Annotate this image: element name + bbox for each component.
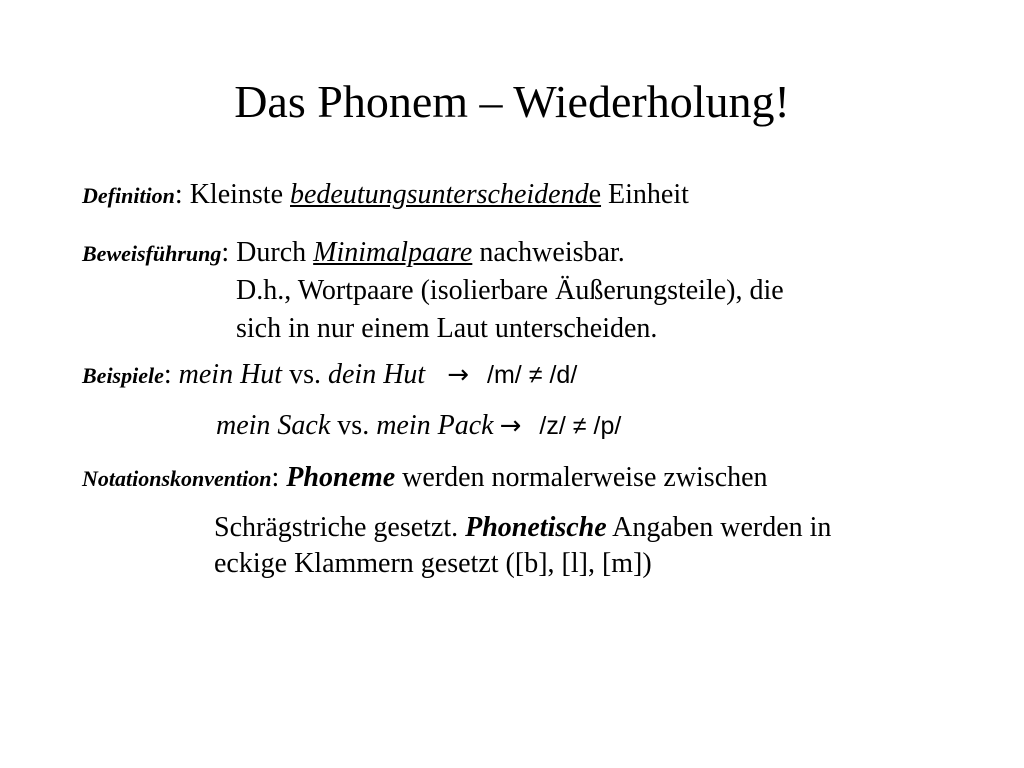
example-word: mein Pack <box>376 410 494 441</box>
notation-text: werden normalerweise zwischen <box>395 462 768 493</box>
notation-line-2 <box>214 510 831 546</box>
versus: vs. <box>282 359 328 390</box>
notation-text: Angaben werden in <box>606 512 832 543</box>
colon: : <box>174 179 190 210</box>
beweis-text-end: nachweisbar. <box>472 237 625 268</box>
definition-text: Kleinste <box>189 179 290 210</box>
notation-line <box>82 460 768 497</box>
arrow-icon: → <box>499 411 522 441</box>
beweis-text: Durch <box>236 237 314 268</box>
example-word: mein Hut <box>178 359 283 390</box>
phoneme: /p/ <box>593 412 622 440</box>
beispiele-line-2 <box>216 408 621 444</box>
notation-term: Phonetische <box>465 512 607 543</box>
notation-label: Notationskonvention <box>82 466 272 491</box>
beweis-label: Beweisführung <box>82 241 222 266</box>
definition-label: Definition <box>82 183 175 208</box>
notation-term: Phoneme <box>286 462 396 493</box>
phoneme: /d/ <box>549 361 578 389</box>
not-equal-icon: ≠ <box>528 361 543 389</box>
example-word: dein Hut <box>328 359 426 390</box>
definition-underlined-term <box>290 179 601 210</box>
beweis-term: Minimalpaare <box>313 237 473 268</box>
beispiele-label: Beispiele <box>82 363 164 388</box>
phoneme: /m/ <box>487 361 522 389</box>
definition-term-italic: bedeutungsunterscheidend <box>290 179 589 210</box>
colon: : <box>221 237 237 268</box>
example-word: mein Sack <box>216 410 331 441</box>
definition-line <box>82 177 689 214</box>
arrow-icon: → <box>447 360 470 390</box>
notation-text: Schrägstriche gesetzt. <box>214 512 466 543</box>
definition-text-end: Einheit <box>601 179 689 210</box>
phoneme: /z/ <box>539 412 566 440</box>
beispiele-line <box>82 357 577 394</box>
beweis-line-2: D.h., Wortpaare (isolierbare Äußerungsteile), die <box>236 275 784 306</box>
notation-line-3: eckige Klammern gesetzt ([b], [l], [m]) <box>214 548 652 579</box>
definition-term-suffix: e <box>588 179 602 210</box>
beweis-line <box>82 235 625 272</box>
colon: : <box>163 359 179 390</box>
slide-title: Das Phonem – Wiederholung! <box>234 76 790 127</box>
beweis-line-3: sich in nur einem Laut unterscheiden. <box>236 313 658 344</box>
colon: : <box>271 462 287 493</box>
not-equal-icon: ≠ <box>572 412 587 440</box>
versus: vs. <box>330 410 377 441</box>
